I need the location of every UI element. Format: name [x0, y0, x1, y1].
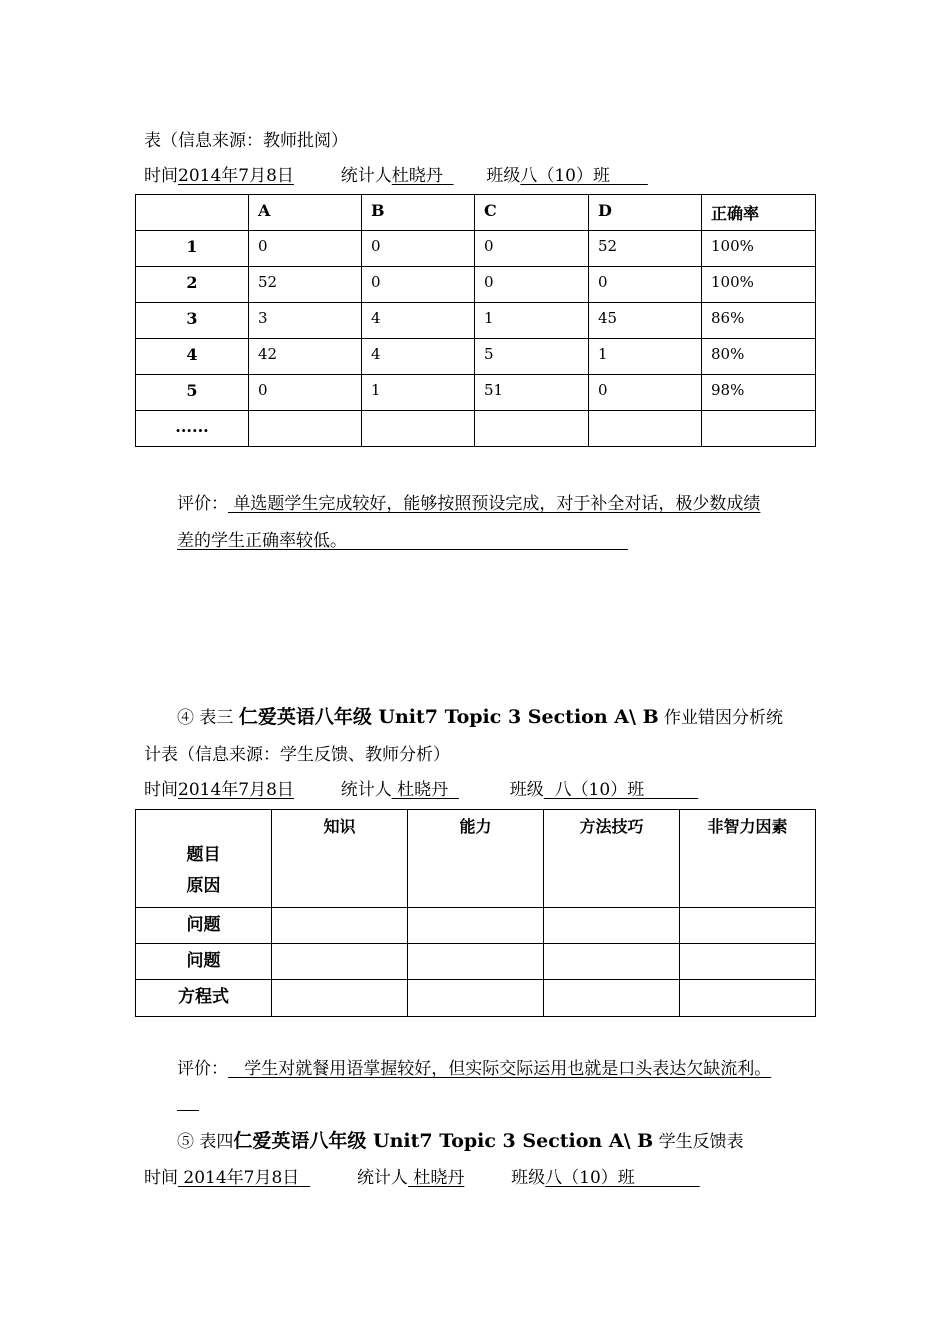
table-cell: 0 [589, 375, 702, 411]
table-cell: 0 [249, 231, 362, 267]
row-label: 问题 [136, 944, 272, 980]
row-number: 1 [136, 231, 249, 267]
table-row [136, 339, 816, 375]
class-value: 八（10）班 [520, 166, 610, 186]
table-cell: 0 [589, 267, 702, 303]
header-cell: 能力 [408, 810, 544, 908]
title-bold: 仁爱英语八年级 Unit7 Topic 3 Section A\ B [233, 1130, 654, 1152]
corner-cell [136, 810, 272, 908]
table-row [136, 908, 816, 944]
time-label: 时间 [144, 780, 178, 800]
table-cell [680, 908, 816, 944]
error-analysis-table [135, 809, 816, 1017]
table4-title [177, 1126, 744, 1153]
table-cell: 0 [475, 267, 589, 303]
table-cell: 1 [362, 375, 475, 411]
table2-caption: 表（信息来源：教师批阅） [144, 131, 348, 151]
stat-label: 统计人 [356, 1168, 408, 1188]
time-value: 2014年7月8日 [178, 780, 294, 800]
table-cell [702, 411, 816, 447]
table-cell: 0 [249, 375, 362, 411]
evaluation-text: 单选题学生完成较好，能够按照预设完成，对于补全对话，极少数成绩 [233, 494, 761, 514]
table-cell: 3 [249, 303, 362, 339]
row-number: ...... [136, 411, 249, 447]
class-label: 班级 [511, 1168, 546, 1188]
row-label: 方程式 [136, 980, 272, 1017]
table-cell: 100% [702, 267, 816, 303]
table-cell [475, 411, 589, 447]
table-row [136, 267, 816, 303]
table-cell [544, 980, 680, 1017]
table-row [136, 980, 816, 1017]
class-label: 班级 [486, 166, 521, 186]
table-cell [408, 944, 544, 980]
table-cell: 86% [702, 303, 816, 339]
table2-meta [144, 161, 648, 186]
evaluation-text-cont: 差的学生正确率较低。 [177, 531, 347, 551]
corner-top-label: 题目 [186, 845, 221, 865]
table-row [136, 944, 816, 980]
row-number: 4 [136, 339, 249, 375]
header-cell: 方法技巧 [544, 810, 680, 908]
evaluation-1-cont [177, 526, 628, 551]
table-cell: 52 [589, 231, 702, 267]
stat-label: 统计人 [340, 780, 392, 800]
table-row [136, 411, 816, 447]
table3-title [177, 702, 783, 729]
table-cell: 42 [249, 339, 362, 375]
header-cell: B [362, 195, 475, 231]
header-cell: 知识 [272, 810, 408, 908]
title-bold: 仁爱英语八年级 Unit7 Topic 3 Section A\ B [238, 706, 659, 728]
table-cell [544, 908, 680, 944]
evaluation-2 [177, 1054, 771, 1079]
table-row [136, 231, 816, 267]
stat-value: 杜晓丹 [397, 780, 449, 800]
evaluation-label: 评价： [177, 494, 228, 514]
table-row [136, 375, 816, 411]
header-cell [136, 195, 249, 231]
row-number: 5 [136, 375, 249, 411]
title-suffix: 学生反馈表 [658, 1132, 744, 1152]
table-cell [272, 980, 408, 1017]
table-cell: 100% [702, 231, 816, 267]
table-cell [408, 908, 544, 944]
table-cell: 0 [475, 231, 589, 267]
header-cell: 正确率 [702, 195, 816, 231]
time-value: 2014年7月8日 [183, 1168, 300, 1188]
table-cell [249, 411, 362, 447]
title-suffix: 作业错因分析统 [664, 708, 784, 728]
header-cell: 非智力因素 [680, 810, 816, 908]
stat-value: 杜晓丹 [413, 1168, 465, 1188]
time-label: 时间 [144, 1168, 178, 1188]
table-cell: 0 [362, 267, 475, 303]
header-cell: A [249, 195, 362, 231]
table-cell: 45 [589, 303, 702, 339]
table-cell: 0 [362, 231, 475, 267]
table-cell: 98% [702, 375, 816, 411]
table-header-row [136, 810, 816, 908]
corner-bottom-label: 原因 [186, 876, 221, 896]
table-cell: 4 [362, 303, 475, 339]
evaluation-label: 评价： [177, 1059, 228, 1079]
class-value: 八（10）班 [545, 1168, 635, 1188]
class-label: 班级 [509, 780, 544, 800]
table-cell [680, 944, 816, 980]
time-value: 2014年7月8日 [178, 166, 294, 186]
header-cell: C [475, 195, 589, 231]
table-cell: 5 [475, 339, 589, 375]
table-cell [272, 944, 408, 980]
row-number: 3 [136, 303, 249, 339]
header-cell: D [589, 195, 702, 231]
table-cell: 1 [475, 303, 589, 339]
table4-meta [144, 1163, 700, 1188]
class-value: 八（10）班 [554, 780, 645, 800]
title-prefix: ⑤ 表四 [177, 1132, 234, 1152]
table-cell: 1 [589, 339, 702, 375]
table-row [136, 303, 816, 339]
table-cell [589, 411, 702, 447]
stat-value: 杜晓丹 [391, 166, 443, 186]
table-cell: 4 [362, 339, 475, 375]
time-label: 时间 [144, 166, 178, 186]
table-cell [362, 411, 475, 447]
title-prefix: ④ 表三 [177, 708, 234, 728]
answer-stats-table [135, 194, 816, 447]
evaluation-1 [177, 489, 760, 514]
table-cell: 52 [249, 267, 362, 303]
table-cell [272, 908, 408, 944]
table-cell [680, 980, 816, 1017]
row-number: 2 [136, 267, 249, 303]
underline-continuation [177, 1110, 199, 1111]
evaluation-text: 学生对就餐用语掌握较好，但实际交际运用也就是口头表达欠缺流利。 [244, 1059, 772, 1079]
table-cell [408, 980, 544, 1017]
stat-label: 统计人 [340, 166, 392, 186]
row-label: 问题 [136, 908, 272, 944]
table3-title-line2: 计表（信息来源：学生反馈、教师分析） [144, 745, 450, 765]
table-cell: 51 [475, 375, 589, 411]
table-cell: 80% [702, 339, 816, 375]
table-header-row [136, 195, 816, 231]
table-cell [544, 944, 680, 980]
table3-meta [144, 775, 698, 800]
